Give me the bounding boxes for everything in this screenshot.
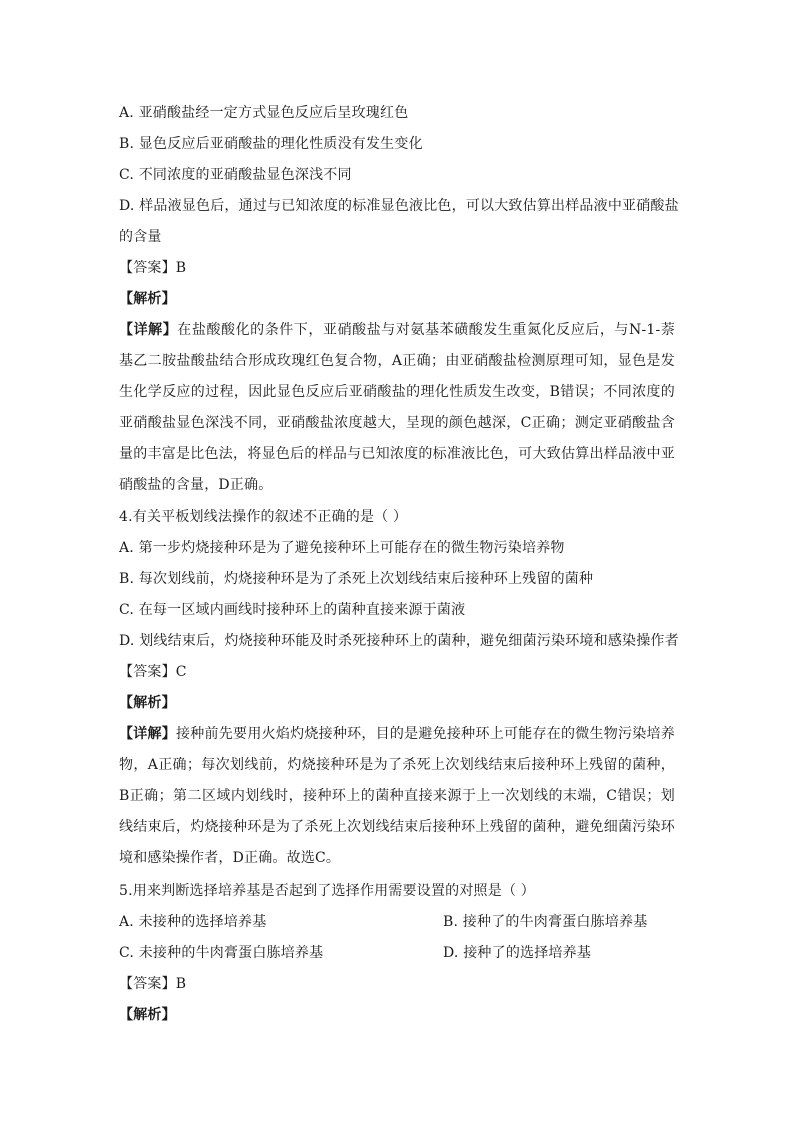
q4-answer: 【答案】C xyxy=(119,664,187,680)
q4-option-d: D. 划线结束后，灼烧接种环能及时杀死接种环上的菌种，避免细菌污染环境和感染操作者 xyxy=(119,633,679,649)
q3-detail-text: 在盐酸酸化的条件下，亚硝酸盐与对氨基苯磺酸发生重氮化反应后，与N-1-萘基乙二胺盐酸盐结合形成玫瑰红色复合物，A正确；由亚硝酸盐检测原理可知，显色是发生化学反应的过程，因此显色反应后亚硝酸盐的理化性质发生改变，B错误；不同浓度的亚硝酸盐显色深浅不同，亚硝酸盐浓度越大，呈现的颜色越深，C正确；测定亚硝酸盐含量的丰富是比色法，将显色后的样品与已知浓度的标准液比色，可大致估算出样品液中亚硝酸盐的含量，D正确。 xyxy=(119,322,675,493)
q4-detail-label: 【详解】 xyxy=(119,726,177,742)
q5-answer: 【答案】B xyxy=(119,976,187,992)
q5-stem: 5.用来判断选择培养基是否起到了选择作用需要设置的对照是（ ） xyxy=(119,883,536,899)
q3-detail-label: 【详解】 xyxy=(119,322,178,338)
q5-option-b: B. 接种了的牛肉膏蛋白胨培养基 xyxy=(443,914,648,930)
q3-option-c: C. 不同浓度的亚硝酸盐显色深浅不同 xyxy=(119,167,352,183)
q3-detail xyxy=(119,315,675,501)
q4-option-b: B. 每次划线前，灼烧接种环是为了杀死上次划线结束后接种环上残留的菌种 xyxy=(119,571,594,587)
q4-option-c: C. 在每一区域内画线时接种环上的菌种直接来源于菌液 xyxy=(119,602,466,618)
q4-detail-text: 接种前先要用火焰灼烧接种环，目的是避免接种环上可能存在的微生物污染培养物，A正确；每次划线前，灼烧接种环是为了杀死上次划线结束后接种环上残留的菌种，B正确；第二区域内划线时，接种环上的菌种直接来源于上一次划线的末端，C错误；划线结束后，灼烧接种环是为了杀死上次划线结束后接种环上残留的菌种，避免细菌污染环境和感染操作者，D正确。故选C。 xyxy=(119,726,675,866)
q4-option-a: A. 第一步灼烧接种环是为了避免接种环上可能存在的微生物污染培养物 xyxy=(119,540,565,556)
q4-analysis-heading: 【解析】 xyxy=(119,695,176,711)
q3-option-d-line1: D. 样品液显色后，通过与已知浓度的标准显色液比色，可以大致估算出样品液中亚硝酸盐 xyxy=(119,198,679,214)
q3-analysis-heading: 【解析】 xyxy=(119,291,176,307)
q5-option-c: C. 未接种的牛肉膏蛋白胨培养基 xyxy=(119,945,324,961)
q5-option-d: D. 接种了的选择培养基 xyxy=(443,945,592,961)
q5-analysis-heading: 【解析】 xyxy=(119,1007,176,1023)
q3-option-b: B. 显色反应后亚硝酸盐的理化性质没有发生变化 xyxy=(119,136,423,152)
q4-detail xyxy=(119,719,675,874)
q3-option-d-line2: 的含量 xyxy=(119,229,162,245)
q3-option-a: A. 亚硝酸盐经一定方式显色反应后呈玫瑰红色 xyxy=(119,105,409,121)
q5-option-a: A. 未接种的选择培养基 xyxy=(119,914,267,930)
q4-stem: 4.有关平板划线法操作的叙述不正确的是（ ） xyxy=(119,509,408,525)
q3-answer: 【答案】B xyxy=(119,260,187,276)
